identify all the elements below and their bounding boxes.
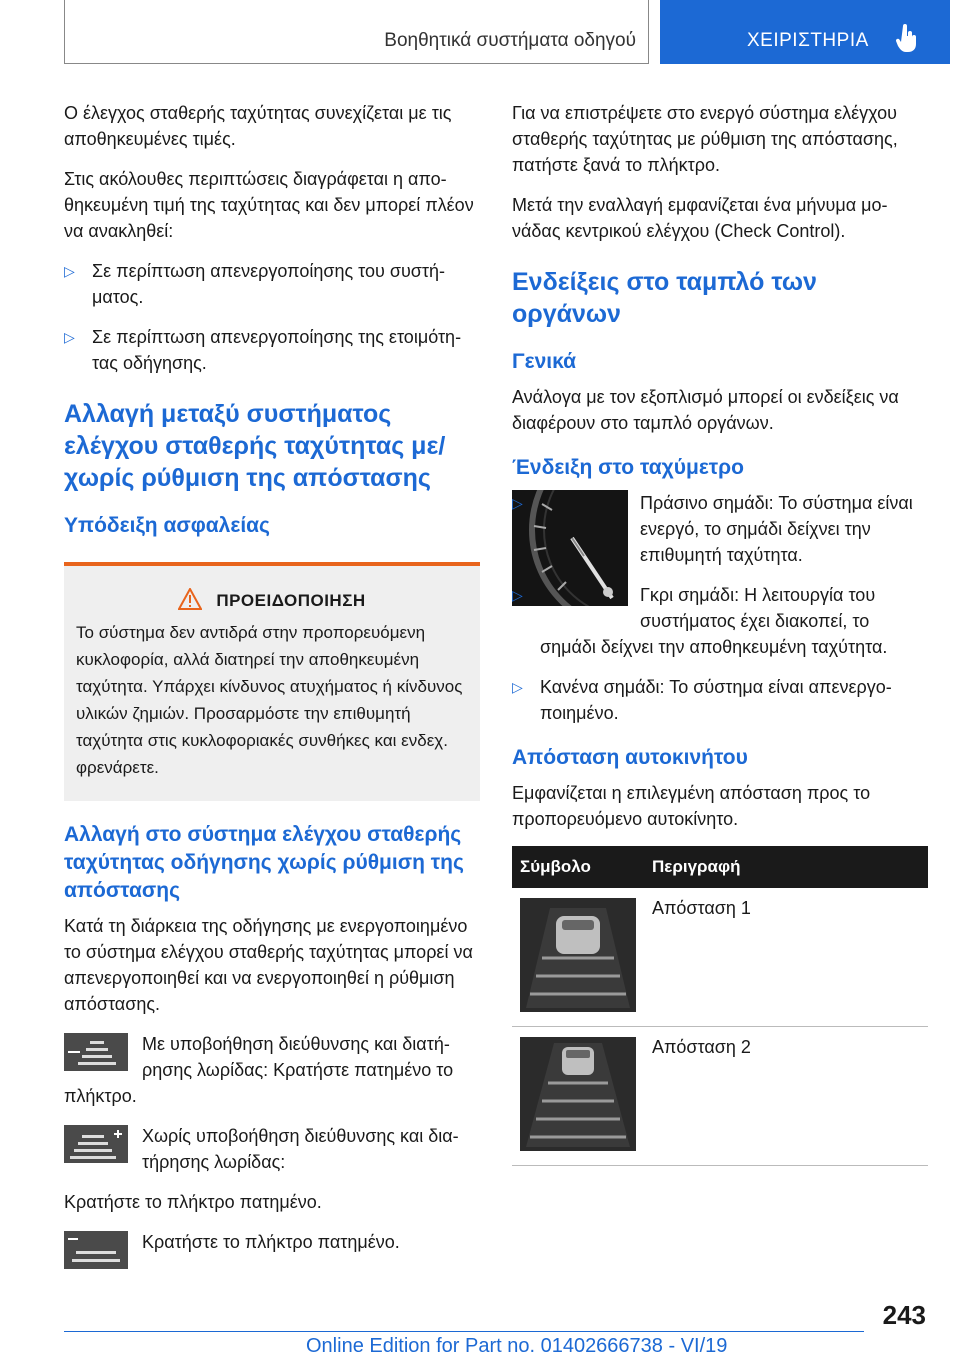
tab-controls[interactable]: [660, 0, 950, 64]
table-row: [512, 888, 928, 1027]
distance-2-image: [520, 1037, 636, 1151]
distance-plus-button-icon: [64, 1125, 128, 1163]
tab-controls-label: ΧΕΙΡΙΣΤΗΡΙΑ: [747, 30, 869, 51]
distance-1-image: [520, 898, 636, 1012]
paragraph: Εμφανίζεται η επιλεγμένη απόσταση προς το προπορευόμενο αυτοκίνητο.: [512, 783, 871, 829]
hand-pointer-icon: [896, 24, 918, 59]
warning-triangle-icon: [178, 588, 202, 610]
warning-text: Το σύστημα δεν αντιδρά στην προπορευόμενη κυκλοφορία, αλλά διατηρεί την αποθηκευμένη ταχύτητα. Υπάρχει κίνδυνος ατυχήματος ή κίνδυνος υλικών ζημιών. Προσαρμόστε την επιθυμητή ταχύτητα στις κυκλοφοριακές συνθήκες και ενδεχ. φρενάρετε.: [76, 623, 463, 777]
bullet-list: [64, 258, 480, 376]
button-instruction-text: Με υποβοήθηση διεύθυνσης και διατήρησης λωρίδας: Κρατήστε πατημένο το πλήκτρο.: [64, 1034, 454, 1106]
table-cell: Απόσταση 2: [644, 1027, 928, 1166]
speedometer-block: [512, 490, 928, 726]
section-title: Βοηθητικά συστήματα οδηγού: [384, 30, 636, 51]
lane-distance-button-icon: [64, 1033, 128, 1071]
footer-divider: [64, 1331, 864, 1332]
paragraph: Ανάλογα με τον εξοπλισμό μπορεί οι ενδείξεις να διαφέρουν στο ταμπλό οργάνων.: [512, 387, 899, 433]
section-heading: Ενδείξεις στο ταμπλό των οργάνων: [512, 268, 817, 328]
table-row: [512, 1027, 928, 1166]
button-instruction: [64, 1123, 480, 1175]
subsection-heading: Απόσταση αυτοκινήτου: [512, 746, 748, 769]
left-column: [64, 100, 480, 1295]
section-heading: Αλλαγή μεταξύ συστήματος ελέγχου σταθερής ταχύτητας με/χωρίς ρύθμιση της απόστασης: [64, 400, 446, 492]
table-header-row: [512, 846, 928, 888]
list-item: ▷ Γκρι σημάδι: Η λειτουργία του συστήματος έχει διακοπεί, το σημάδι δείχνει την αποθηκευμένη ταχύτητα.: [512, 582, 928, 660]
paragraph: Κατά τη διάρκεια της οδήγησης με ενεργοποιημένο το σύστημα ελέγχου σταθερής ταχύτητας μπορεί να απενεργοποιηθεί και να ενεργοποιηθεί η ρύθμιση απόστασης.: [64, 916, 473, 1014]
button-instruction-text: Χωρίς υποβοήθηση διεύθυνσης και διατήρησης λωρίδας:: [142, 1126, 459, 1172]
list-item: ▷ Σε περίπτωση απενεργοποίησης του συστήματος.: [64, 258, 480, 310]
paragraph: Ο έλεγχος σταθερής ταχύτητας συνεχίζεται με τις αποθηκευμένες τιμές.: [64, 103, 452, 149]
bullet-list: [512, 490, 928, 726]
symbol-table: [512, 846, 928, 1166]
warning-title-text: ΠΡΟΕΙΔΟΠΟΙΗΣΗ: [216, 591, 366, 610]
button-instruction: [64, 1031, 480, 1109]
paragraph: Μετά την εναλλαγή εμφανίζεται ένα μήνυμα μονάδας κεντρικού ελέγχου (Check Control).: [512, 195, 888, 241]
paragraph: Κρατήστε το πλήκτρο πατημένο.: [64, 1192, 322, 1212]
right-column: [512, 100, 928, 1166]
subsection-heading: Ένδειξη στο ταχύμετρο: [512, 456, 744, 479]
footer-edition: Online Edition for Part no. 01402666738 - VI/19: [306, 1335, 728, 1357]
table-cell: Απόσταση 1: [644, 888, 928, 1027]
paragraph: Για να επιστρέψετε στο ενεργό σύστημα ελέγχου σταθερής ταχύτητας με ρύθμιση της απόστασης, πατήστε ξανά το πλήκτρο.: [512, 103, 898, 175]
warning-title: [76, 588, 468, 611]
table-header: Περιγραφή: [644, 846, 928, 888]
button-instruction: [64, 1229, 480, 1281]
list-item: ▷ Πράσινο σημάδι: Το σύστημα είναι ενεργό, το σημάδι δείχνει την επιθυμητή ταχύτητα.: [512, 490, 928, 568]
subsection-heading: Γενικά: [512, 350, 577, 373]
button-instruction-text: Κρατήστε το πλήκτρο πατημένο.: [142, 1232, 400, 1252]
page-number: 243: [882, 1300, 926, 1330]
header-section-box: [64, 0, 649, 64]
paragraph: Στις ακόλουθες περιπτώσεις διαγράφεται η αποθηκευμένη τιμή της ταχύτητας και δεν μπορεί πλέον να ανακληθεί:: [64, 169, 474, 241]
list-item: ▷ Κανένα σημάδι: Το σύστημα είναι απενεργοποιημένο.: [512, 674, 928, 726]
subsection-heading: Υπόδειξη ασφαλείας: [64, 514, 270, 537]
subsection-heading: Αλλαγή στο σύστημα ελέγχου σταθερής ταχύτητας οδήγησης χωρίς ρύθμιση της απόστασης: [64, 823, 464, 902]
warning-box: [64, 562, 480, 801]
list-item: ▷ Σε περίπτωση απενεργοποίησης της ετοιμότητας οδήγησης.: [64, 324, 480, 376]
distance-minus-button-icon: [64, 1231, 128, 1269]
table-header: Σύμβολο: [512, 846, 644, 888]
